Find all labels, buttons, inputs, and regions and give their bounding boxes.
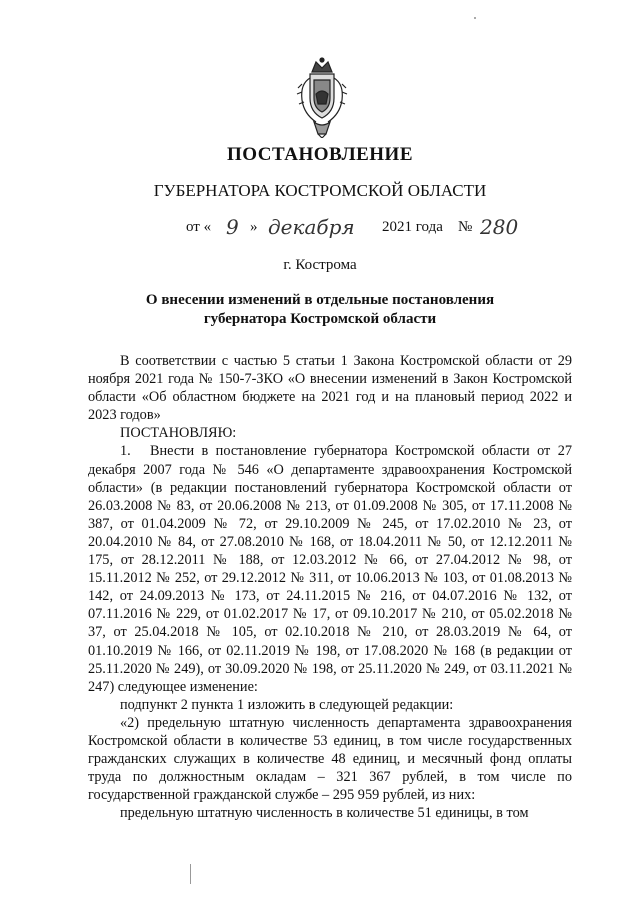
scan-speck [474, 17, 476, 19]
heading-line-2: губернатора Костромской области [203, 311, 437, 327]
date-prefix: от « [186, 219, 212, 235]
date-month: декабря [268, 215, 355, 239]
heading-line-1: О внесении изменений в отдельные постановления [145, 292, 495, 308]
number-sign: № [458, 219, 473, 235]
coat-of-arms-icon [296, 54, 348, 138]
item-1-text: Внести в постановление губернатора Костромской области от 27 декабря 2007 года № 546 «О департаменте здравоохранения Костромской области» (в редакции постановлений губернатора Костромской области от 26.03.2008 № 83, от 20.06.2008 № 213, от 01.09.2008 № 305, от 17.11.2008 № 387, от 01.04.2009 № 72, от 29.10.2009 № 245, от 17.02.2010 № 23, от 20.04.2010 № 84, от 27.08.2010 № 168, от 18.04.2011 № 50, от 12.12.2011 № 175, от 28.12.2011 № 188, от 12.03.2012 № 66, от 27.04.2012 № 98, от 15.11.2012 № 252, от 29.12.2012 № 311, от 10.06.2013 № 103, от 01.08.2013 № 142, от 24.09.2013 № 173, от 24.11.2015 № 216, от 04.07.2016 № 132, от 07.11.2016 № 229, от 01.02.2017 № 17, от 09.10.2017 № 210, от 05.02.2018 № 37, от 25.04.2018 № 105, от 02.10.2018 № 210, от 28.03.2019 № 64, от 01.10.2019 № 166, от 02.11.2019 № 198, от 17.08.2020 № 168 (в редакции от 25.11.2020 № 249), от 30.09.2020 № 198, от 25.11.2020 № 249, от 03.11.2021 № 247) следующее изменение: [88, 443, 572, 695]
item-1-paragraph [88, 442, 572, 695]
item-1-number: 1. [120, 443, 131, 460]
date-number-line [0, 215, 640, 249]
city-line: г. Кострома [283, 257, 357, 273]
decree-word: ПОСТАНОВЛЯЮ: [120, 425, 237, 442]
date-quote-close: » [250, 219, 258, 235]
document-number: 280 [480, 215, 519, 239]
scan-mark [190, 864, 191, 884]
last-paragraph: предельную штатную численность в количестве 51 единицы, в том [120, 805, 529, 822]
document-body [88, 352, 572, 822]
document-title: ПОСТАНОВЛЕНИЕ [226, 144, 414, 165]
date-year: 2021 года [382, 219, 443, 235]
date-day: 9 [226, 215, 239, 239]
quoted-paragraph: «2) предельную штатную численность департамента здравоохранения Костромской области в количестве 53 единиц, в том числе государственных гражданских служащих в количестве 48 единиц, и месячный фонд оплаты труда по должностным окладам – 321 367 рублей, в том числе по государственной гражданской службе – 295 959 рублей, из них: [88, 714, 572, 804]
document-subtitle: ГУБЕРНАТОРА КОСТРОМСКОЙ ОБЛАСТИ [153, 181, 487, 200]
document-heading [110, 291, 530, 329]
subitem-paragraph: подпункт 2 пункта 1 изложить в следующей редакции: [120, 696, 454, 713]
preamble-paragraph: В соответствии с частью 5 статьи 1 Закона Костромской области от 29 ноября 2021 года № 150-7-ЗКО «О внесении изменений в Закон Костромской области «Об областном бюджете на 2021 год и на плановый период 2022 и 2023 годов» [88, 353, 572, 424]
